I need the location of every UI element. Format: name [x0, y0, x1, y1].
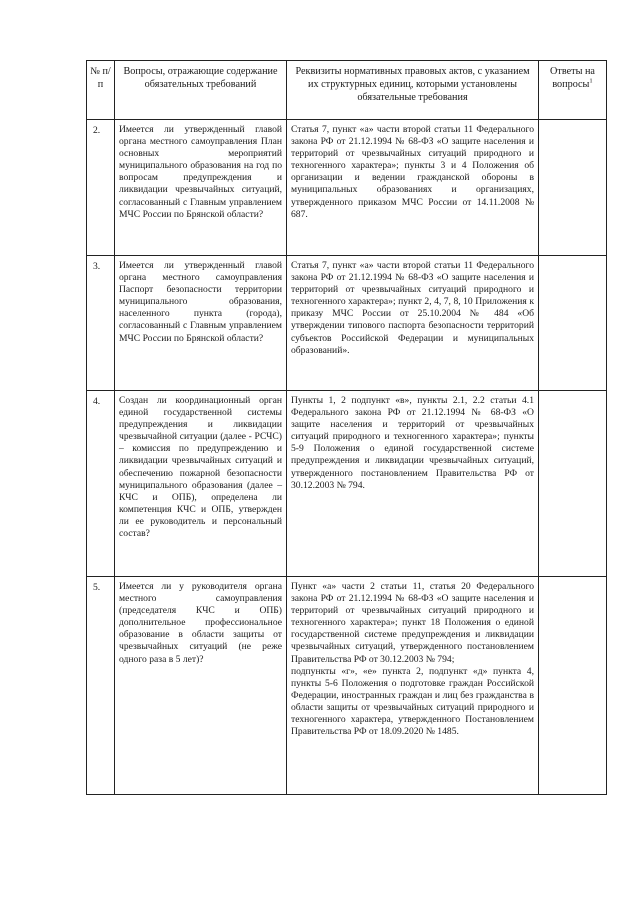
row-requisites: Пункт «а» части 2 статьи 11, статья 20 Федерального закона РФ от 21.12.1994 № 68-ФЗ «О защите населения и территорий от чрезвычайных ситуаций природного и техногенного характера»; пункт 18 Положения о единой государственной системе предупреждения и ликвидации чрезвычайных ситуаций, утвержденного постановлением Правительства РФ от 30.12.2003 № 794; — [291, 581, 534, 665]
row-question: Имеется ли утвержденный главой органа местного самоуправления План основных мероприятий муниципального образования на год по вопросам предупреждения и ликвидации чрезвычайных ситуаций, согласованный с Главным управлением МЧС России по Брянской области? — [119, 124, 282, 220]
header-requisites-label: Реквизиты нормативных правовых актов, с указанием их структурных единиц, которыми установлены обязательные требования — [295, 66, 530, 103]
table-row — [87, 391, 607, 577]
header-answers-text: Ответы на вопросы — [550, 66, 595, 90]
footnote-marker: 1 — [589, 77, 593, 85]
row-number: 2. — [93, 125, 101, 136]
row-question: Имеется ли утвержденный главой органа местного самоуправления Паспорт безопасности территории муниципального образования, населенного пункта (города), согласованный с Главным управлением МЧС России по Брянской области? — [119, 260, 282, 344]
row-answer — [539, 391, 606, 395]
table-row — [87, 120, 607, 256]
row-number: 4. — [93, 396, 101, 407]
row-question: Создан ли координационный орган единой государственной системы предупреждения и ликвидации чрезвычайной ситуации (далее - РСЧС) – комиссия по предупреждению и ликвидации чрезвычайных ситуаций и обеспечению пожарной безопасности муниципального образования (далее – КЧС и ОПБ), определена ли компетенция КЧС и ОПБ, утвержден ли ее руководитель и персональный состав? — [119, 395, 282, 540]
row-requisites: Пункты 1, 2 подпункт «в», пункты 2.1, 2.2 статьи 4.1 Федерального закона РФ от 21.12.1994 № 68-ФЗ «О защите населения и территорий от чрезвычайных ситуаций природного и техногенного характера»; пункты 5-9 Положения о единой государственной системе предупреждения и ликвидации чрезвычайных ситуаций, утвержденного постановлением Правительства РФ от 30.12.2003 № 794. — [291, 395, 534, 491]
row-requisites-continued: подпункты «г», «е» пункта 2, подпункт «д» пункта 4, пункты 5-6 Положения о подготовке граждан Российской Федерации, иностранных граждан и лиц без гражданства в области защиты от чрезвычайных ситуаций природного и техногенного характера, утвержденного Постановлением Правительства РФ от 18.09.2020 № 1485. — [291, 665, 534, 738]
row-question: Имеется ли у руководителя органа местного самоуправления (председателя КЧС и ОПБ) дополнительное профессиональное образование в области защиты от чрезвычайных ситуаций (не реже одного раза в 5 лет)? — [119, 581, 282, 665]
header-requisites — [287, 61, 539, 120]
row-number: 3. — [93, 261, 101, 272]
row-answer — [539, 577, 606, 581]
row-answer — [539, 256, 606, 260]
table-row — [87, 256, 607, 391]
table-header-row — [87, 61, 607, 120]
header-num — [87, 61, 115, 120]
table-row — [87, 577, 607, 795]
row-requisites: Статья 7, пункт «а» части второй статьи 11 Федерального закона РФ от 21.12.1994 № 68-ФЗ «О защите населения и территорий от чрезвычайных ситуаций природного и техногенного характера»; пункт 2, 4, 7, 8, 10 Приложения к приказу МЧС России от 25.10.2004 № 484 «Об утверждении типового паспорта безопасности территорий субъектов Российской Федерации и муниципальных образований». — [291, 260, 534, 356]
row-answer — [539, 120, 606, 124]
header-questions-label: Вопросы, отражающие содержание обязательных требований — [123, 66, 278, 90]
header-questions — [115, 61, 287, 120]
header-num-label: № п/п — [90, 66, 111, 90]
row-number: 5. — [93, 582, 101, 593]
requirements-table — [86, 60, 607, 795]
header-answers-label — [539, 61, 606, 91]
header-answers — [539, 61, 607, 120]
row-requisites: Статья 7, пункт «а» части второй статьи 11 Федерального закона РФ от 21.12.1994 № 68-ФЗ «О защите населения и территорий от чрезвычайных ситуаций природного и техногенного характера»; пункты 3 и 4 Положения об организации и ведении гражданской обороны в муниципальных образованиях и организациях, утвержденного приказом МЧС России от 14.11.2008 № 687. — [291, 124, 534, 220]
